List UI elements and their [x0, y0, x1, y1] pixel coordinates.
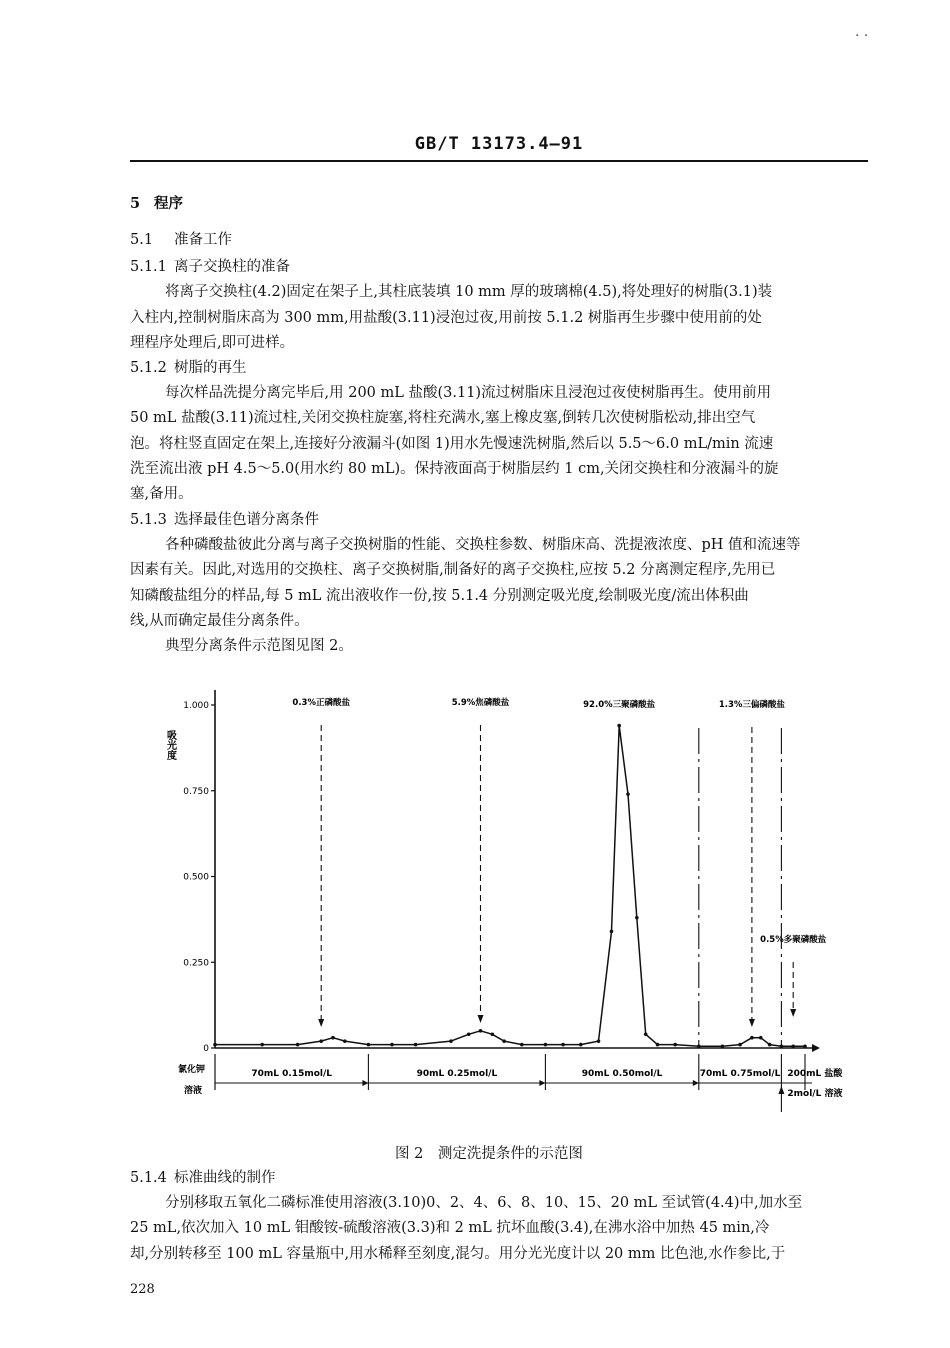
peak-annotation-arrowhead [478, 1015, 484, 1023]
section-5-1-number: 5.1 [130, 232, 154, 248]
section-5-1-1-number: 5.1.1 [130, 259, 167, 275]
paragraph-line: 25 mL,依次加入 10 mL 钼酸铵-硫酸溶液(3.3)和 2 mL 抗坏血酸(3.4),在沸水浴中加热 45 min,冷 [130, 1220, 770, 1236]
page-number: 228 [130, 1282, 155, 1297]
absorbance-curve [213, 724, 807, 1048]
data-point [331, 1036, 335, 1040]
y-tick-label: 0 [203, 1044, 209, 1054]
section-5-1-4-number: 5.1.4 [130, 1170, 167, 1186]
section-5-1-title: 准备工作 [174, 232, 232, 248]
section-5-1-4-title: 标准曲线的制作 [174, 1170, 276, 1186]
data-point [673, 1043, 677, 1047]
data-point [579, 1043, 583, 1047]
segment-label: 70mL 0.15mol/L [251, 1069, 333, 1079]
data-point [502, 1039, 506, 1043]
paragraph-line: 每次样品洗提分离完毕后,用 200 mL 盐酸(3.11)流过树脂床且浸泡过夜使树脂再生。使用前用 [165, 385, 772, 401]
data-point [626, 792, 630, 796]
data-point [520, 1043, 524, 1047]
data-point [260, 1043, 264, 1047]
peak-annotation-arrowhead [790, 1009, 796, 1017]
paragraph-line: 各种磷酸盐彼此分离与离子交换树脂的性能、交换柱参数、树脂床高、洗提液浓度、pH 值和流速等 [165, 537, 801, 553]
absorbance-series-line [215, 726, 805, 1047]
data-point [721, 1044, 725, 1048]
y-tick-label: 0.750 [183, 786, 209, 797]
data-point [296, 1043, 300, 1047]
data-point [449, 1039, 453, 1043]
paragraph-line: 入柱内,控制树脂床高为 300 mm,用盐酸(3.11)浸泡过夜,用前按 5.1.2 树脂再生步骤中使用前的处 [130, 310, 762, 326]
data-point [635, 916, 639, 920]
paragraph-line: 却,分别转移至 100 mL 容量瓶中,用水稀释至刻度,混匀。用分光光度计以 20 mm 比色池,水作参比,于 [130, 1246, 786, 1262]
paragraph-line: 塞,备用。 [130, 486, 193, 502]
x-axis-arrow [812, 1044, 820, 1052]
y-tick-label: 1.000 [183, 701, 209, 711]
data-point [367, 1043, 371, 1047]
data-point [597, 1039, 601, 1043]
data-point [390, 1043, 394, 1047]
segment-label: 200mL 盐酸 [787, 1069, 843, 1079]
data-point [697, 1044, 701, 1048]
paragraph-line: 洗至流出液 pH 4.5～5.0(用水约 80 mL)。保持液面高于树脂层约 1 cm,关闭交换柱和分液漏斗的旋 [130, 461, 779, 477]
data-point [610, 930, 614, 934]
segment-label-2: 2mol/L 溶液 [787, 1089, 843, 1099]
data-point [738, 1043, 742, 1047]
peak-annotation-label: 5.9%焦磷酸盐 [451, 698, 510, 708]
document-header: GB/T 13173.4—91 [414, 134, 584, 154]
data-point [544, 1043, 548, 1047]
data-point [803, 1044, 807, 1048]
peak-annotation-arrowhead [318, 1019, 324, 1027]
segment-arrowhead [539, 1080, 545, 1086]
paragraph-line: 理程序处理后,即可进样。 [130, 335, 295, 351]
peak-annotation-label: 0.3%正磷酸盐 [292, 698, 350, 708]
corner-marks: · · [855, 28, 869, 44]
y-tick-label: 0.250 [183, 958, 209, 969]
section-5-number: 5 [130, 195, 141, 212]
section-5-1-3-number: 5.1.3 [130, 512, 167, 528]
segment-label: 90mL 0.50mol/L [581, 1069, 663, 1079]
kcl-label-line1: 氯化钾 [178, 1065, 206, 1075]
paragraph-line: 知磷酸盐组分的样品,每 5 mL 流出液收作一份,按 5.1.4 分别测定吸光度,绘制吸光度/流出体积曲 [130, 588, 749, 604]
peak-annotation-arrowhead [749, 1019, 755, 1027]
section-5-1-3-title: 选择最佳色谱分离条件 [174, 512, 319, 528]
peak-annotation-label: 92.0%三聚磷酸盐 [583, 700, 656, 710]
peak-annotation-label: 1.3%三偏磷酸盐 [718, 700, 785, 710]
paragraph-line: 分别移取五氧化二磷标准使用溶液(3.10)0、2、4、6、8、10、15、20 mL 至试管(4.4)中,加水至 [165, 1195, 803, 1211]
data-point [644, 1032, 648, 1036]
data-point [467, 1032, 471, 1036]
segment-label: 90mL 0.25mol/L [416, 1069, 498, 1079]
y-ticks [183, 701, 215, 1054]
data-point [491, 1032, 495, 1036]
data-point [213, 1043, 217, 1047]
data-point [479, 1029, 483, 1033]
y-axis-label: 吸光度 [164, 730, 176, 760]
section-5-1-4-heading [130, 1168, 276, 1189]
data-point [343, 1039, 347, 1043]
segment-label: 70mL 0.75mol/L [699, 1069, 781, 1079]
paragraph-line: 将离子交换柱(4.2)固定在架子上,其柱底装填 10 mm 厚的玻璃棉(4.5),将处理好的树脂(3.1)装 [165, 284, 773, 300]
data-point [561, 1043, 565, 1047]
data-point [768, 1043, 772, 1047]
paragraph-line: 线,从而确定最佳分离条件。 [130, 613, 309, 629]
paragraph-line: 因素有关。因此,对选用的交换柱、离子交换树脂,制备好的离子交换柱,应按 5.2 分离测定程序,先用已 [130, 562, 776, 578]
section-5-title: 程序 [154, 195, 183, 212]
section-5-1-2-title: 树脂的再生 [174, 360, 247, 376]
segment-arrowhead [362, 1080, 368, 1086]
paragraph-line: 50 mL 盐酸(3.11)流过柱,关闭交换柱旋塞,将柱充满水,塞上橡皮塞,倒转几次使树脂松动,排出空气 [130, 410, 756, 426]
segment-arrowhead [693, 1080, 699, 1086]
data-point [750, 1036, 754, 1040]
peak-annotation-label: 0.5%多聚磷酸盐 [760, 935, 827, 945]
data-point [791, 1044, 795, 1048]
data-point [319, 1039, 323, 1043]
peak-annotations [292, 697, 826, 1027]
figure-caption: 图 2 测定洗提条件的示范图 [395, 1146, 583, 1162]
section-5-1-1-title: 离子交换柱的准备 [174, 259, 290, 275]
paragraph-line: 泡。将柱竖直固定在架上,连接好分液漏斗(如图 1)用水先慢速洗树脂,然后以 5.5～6.0 mL/min 流速 [130, 436, 774, 452]
acid-marker-arrowhead [778, 1086, 784, 1094]
data-point [656, 1043, 660, 1047]
data-point [780, 1044, 784, 1048]
data-point [414, 1043, 418, 1047]
paragraph-line: 典型分离条件示范图见图 2。 [165, 638, 353, 654]
data-point [759, 1036, 763, 1040]
data-point [617, 724, 621, 728]
y-tick-label: 0.500 [183, 872, 209, 883]
section-5-1-2-number: 5.1.2 [130, 360, 167, 376]
kcl-label-line2: 溶液 [184, 1086, 203, 1096]
phase-dividers [699, 728, 782, 1048]
